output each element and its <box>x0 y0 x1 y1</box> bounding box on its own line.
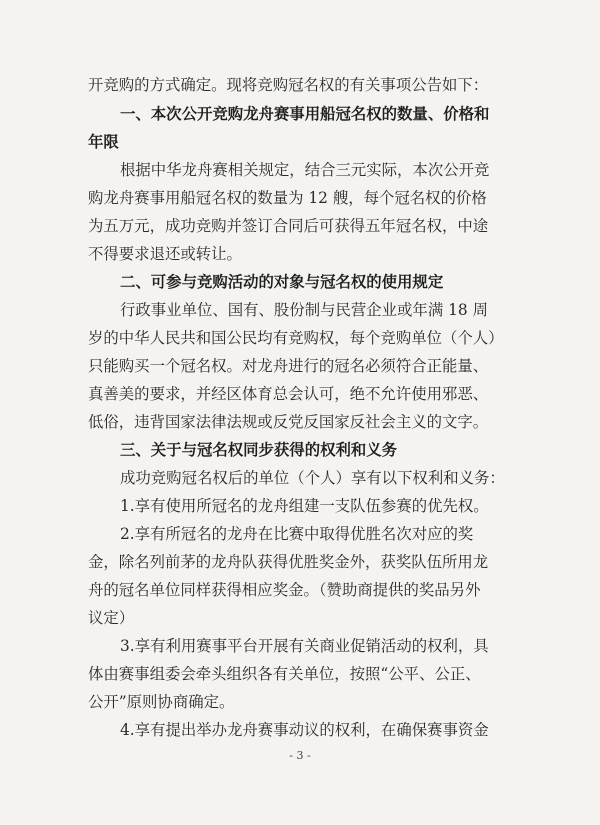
body-text-line: 岁的中华人民共和国公民均有竞购权，每个竞购单位（个人） <box>88 329 504 347</box>
body-text-line: 舟的冠名单位同样获得相应奖金。（赞助商提供的奖品另外 <box>88 581 481 599</box>
body-text-line: 体由赛事组委会牵头组织各有关单位，按照“公平、公正、 <box>88 665 481 683</box>
section-heading-2: 二、可参与竞购活动的对象与冠名权的使用规定 <box>120 273 444 291</box>
body-text-line: 1.享有使用所冠名的龙舟组建一支队伍参赛的优先权。 <box>120 497 489 515</box>
body-text-line: 3.享有利用赛事平台开展有关商业促销活动的权利，具 <box>120 637 489 655</box>
body-text-line: 低俗，违背国家法律法规或反党反国家反社会主义的文字。 <box>88 413 489 431</box>
body-text-line: 只能购买一个冠名权。对龙舟进行的冠名必须符合正能量、 <box>88 357 489 375</box>
section-heading-1-continued: 年限 <box>88 133 119 151</box>
body-text-line: 行政事业单位、国有、股份制与民营企业或年满 18 周 <box>120 301 488 319</box>
body-text-line: 为五万元，成功竞购并签订合同后可获得五年冠名权，中途 <box>88 217 489 235</box>
body-text-line: 购龙舟赛事用船冠名权的数量为 12 艘，每个冠名权的价格 <box>88 189 487 207</box>
section-heading-1: 一、本次公开竞购龙舟赛事用船冠名权的数量、价格和 <box>120 105 490 123</box>
body-text-line: 成功竞购冠名权后的单位（个人）享有以下权利和义务： <box>120 469 505 487</box>
body-text-line: 根据中华龙舟赛相关规定，结合三元实际，本次公开竞 <box>120 161 490 179</box>
body-text-line: 4.享有提出举办龙舟赛事动议的权利，在确保赛事资金 <box>120 721 489 739</box>
body-text-line: 议定） <box>88 609 135 627</box>
page-number: - 3 - <box>289 749 311 762</box>
body-text-line: 真善美的要求，并经区体育总会认可，绝不允许使用邪恶、 <box>88 385 489 403</box>
body-text-line: 不得要求退还或转让。 <box>88 245 242 263</box>
body-text-line: 公开”原则协商确定。 <box>88 693 235 711</box>
section-heading-3: 三、关于与冠名权同步获得的权利和义务 <box>120 441 398 459</box>
body-text-line: 金，除名列前茅的龙舟队获得优胜奖金外，获奖队伍所用龙 <box>88 553 489 571</box>
body-text-line: 开竞购的方式确定。现将竞购冠名权的有关事项公告如下： <box>88 76 489 94</box>
body-text-line: 2.享有所冠名的龙舟在比赛中取得优胜名次对应的奖 <box>120 525 474 543</box>
